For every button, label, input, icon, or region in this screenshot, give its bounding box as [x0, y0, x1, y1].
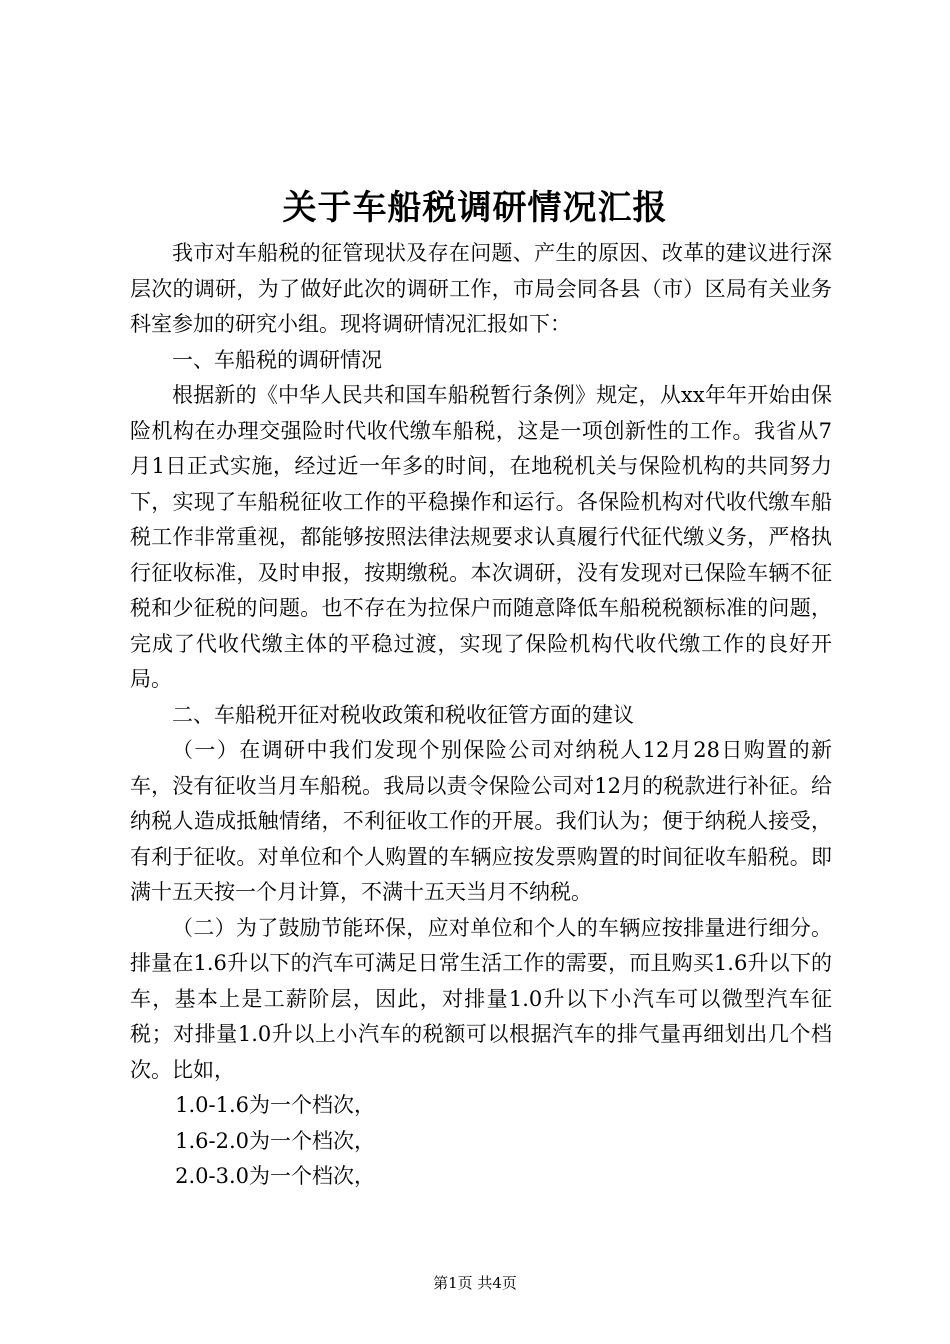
paragraph-suggestion-1: （一）在调研中我们发现个别保险公司对纳税人12月28日购置的新车，没有征收当月车船税。我局以责令保险公司对12月的税款进行补征。给纳税人造成抵触情绪，不利征收工作的开展。我们认为；便于纳税人接受，有利于征收。对单位和个人购置的车辆应按发票购置的时间征收车船税。即满十五天按一个月计算，不满十五天当月不纳税。: [130, 738, 832, 904]
list-item: 1.0-1.6为一个档次，: [175, 1093, 376, 1117]
section-heading-2: 二、车船税开征对税收政策和税收征管方面的建议: [172, 702, 634, 727]
paragraph-suggestion-2: （二）为了鼓励节能环保，应对单位和个人的车辆应按排量进行细分。排量在1.6升以下的汽车可满足日常生活工作的需要，而且购买1.6升以下的车，基本上是工薪阶层，因此，对排量1.0升以下小汽车可以微型汽车征税；对排量1.0升以上小汽车的税额可以根据汽车的排气量再细划出几个档次。比如，: [130, 915, 832, 1082]
document-title: 关于车船税调研情况汇报: [282, 188, 668, 228]
document-body: [130, 236, 832, 1195]
section-heading-1: 一、车船税的调研情况: [172, 347, 382, 372]
list-item: 1.6-2.0为一个档次，: [175, 1128, 376, 1153]
list-item: 2.0-3.0为一个档次，: [175, 1164, 376, 1188]
page-footer: 第1页 共4页: [433, 1274, 517, 1292]
paragraph-section-1: 根据新的《中华人民共和国车船税暂行条例》规定，从xx年年开始由保险机构在办理交强险时代收代缴车船税，这是一项创新性的工作。我省从7月1日正式实施，经过近一年多的时间，在地税机关与保险机构的共同努力下，实现了车船税征收工作的平稳操作和运行。各保险机构对代收代缴车船税工作非常重视，都能够按照法律法规要求认真履行代征代缴义务，严格执行征收标准，及时申报，按期缴税。本次调研，没有发现对已保险车辆不征税和少征税的问题。也不存在为拉保户而随意降低车船税税额标准的问题，完成了代收代缴主体的平稳过渡，实现了保险机构代收代缴工作的良好开局。: [130, 383, 832, 691]
paragraph-intro: 我市对车船税的征管现状及存在问题、产生的原因、改革的建议进行深层次的调研，为了做好此次的调研工作，市局会同各县（市）区局有关业务科室参加的研究小组。现将调研情况汇报如下：: [130, 241, 832, 336]
